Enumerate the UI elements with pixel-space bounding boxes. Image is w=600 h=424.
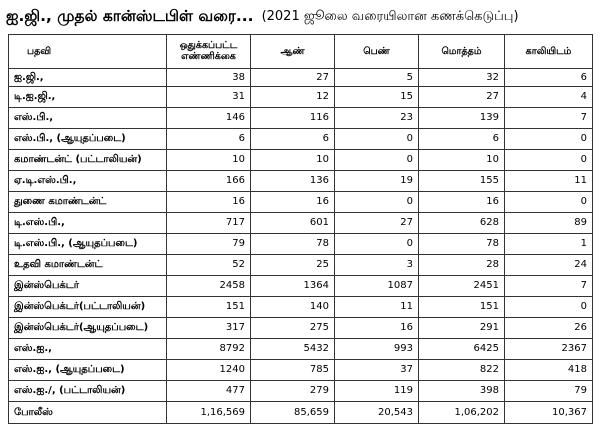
cell-rank: இன்ஸ்பெக்டர் xyxy=(9,276,167,297)
cell-rank: டி.ஐ.ஜி., xyxy=(9,87,167,108)
cell-total: 151 xyxy=(419,297,505,318)
page-title: ஐ.ஜி., முதல் கான்ஸ்டபிள் வரை... xyxy=(6,7,254,25)
cell-rank: டி.எஸ்.பி., xyxy=(9,213,167,234)
cell-vacancy: 0 xyxy=(505,297,593,318)
cell-vacancy: 26 xyxy=(505,318,593,339)
cell-male: 78 xyxy=(251,234,335,255)
table-row xyxy=(9,192,593,213)
cell-total: 2451 xyxy=(419,276,505,297)
cell-sanctioned: 146 xyxy=(167,108,251,129)
cell-sanctioned: 1240 xyxy=(167,360,251,381)
cell-rank: எஸ்.ஐ., (ஆயுதப்படை) xyxy=(9,360,167,381)
cell-vacancy: 418 xyxy=(505,360,593,381)
cell-sanctioned: 16 xyxy=(167,192,251,213)
cell-rank: எஸ்.பி., (ஆயுதப்படை) xyxy=(9,129,167,150)
cell-total: 6425 xyxy=(419,339,505,360)
cell-vacancy: 24 xyxy=(505,255,593,276)
cell-total: 291 xyxy=(419,318,505,339)
cell-male: 136 xyxy=(251,171,335,192)
table-row xyxy=(9,150,593,171)
cell-female: 1087 xyxy=(335,276,419,297)
cell-sanctioned: 10 xyxy=(167,150,251,171)
cell-rank: போலீஸ் xyxy=(9,402,167,424)
cell-female: 3 xyxy=(335,255,419,276)
cell-total: 32 xyxy=(419,69,505,87)
cell-sanctioned: 8792 xyxy=(167,339,251,360)
cell-female: 23 xyxy=(335,108,419,129)
cell-total: 155 xyxy=(419,171,505,192)
table-row xyxy=(9,213,593,234)
cell-total: 28 xyxy=(419,255,505,276)
table-row xyxy=(9,297,593,318)
cell-female: 15 xyxy=(335,87,419,108)
cell-rank: ஏ.டி.எஸ்.பி., xyxy=(9,171,167,192)
cell-rank: எஸ்.ஐ., xyxy=(9,339,167,360)
cell-male: 12 xyxy=(251,87,335,108)
cell-sanctioned: 2458 xyxy=(167,276,251,297)
table-row xyxy=(9,318,593,339)
cell-female: 27 xyxy=(335,213,419,234)
cell-female: 0 xyxy=(335,192,419,213)
police-strength-table xyxy=(8,34,593,424)
table-row xyxy=(9,339,593,360)
cell-vacancy: 6 xyxy=(505,69,593,87)
cell-vacancy: 7 xyxy=(505,276,593,297)
cell-total: 822 xyxy=(419,360,505,381)
table-row xyxy=(9,234,593,255)
cell-rank: ஐ.ஜி., xyxy=(9,69,167,87)
cell-sanctioned: 31 xyxy=(167,87,251,108)
table-row xyxy=(9,381,593,402)
table-row xyxy=(9,69,593,87)
table-row xyxy=(9,108,593,129)
cell-vacancy: 4 xyxy=(505,87,593,108)
cell-sanctioned: 477 xyxy=(167,381,251,402)
cell-sanctioned: 6 xyxy=(167,129,251,150)
cell-vacancy: 0 xyxy=(505,129,593,150)
cell-total: 78 xyxy=(419,234,505,255)
table-header-row xyxy=(9,35,593,69)
cell-male: 601 xyxy=(251,213,335,234)
cell-female: 19 xyxy=(335,171,419,192)
cell-male: 5432 xyxy=(251,339,335,360)
cell-male: 275 xyxy=(251,318,335,339)
cell-sanctioned: 1,16,569 xyxy=(167,402,251,424)
cell-rank: கமாண்டன்ட் (பட்டாலியன்) xyxy=(9,150,167,171)
cell-male: 27 xyxy=(251,69,335,87)
cell-vacancy: 2367 xyxy=(505,339,593,360)
cell-vacancy: 7 xyxy=(505,108,593,129)
cell-total: 398 xyxy=(419,381,505,402)
cell-vacancy: 89 xyxy=(505,213,593,234)
table-row xyxy=(9,255,593,276)
cell-male: 25 xyxy=(251,255,335,276)
header-sanctioned: ஒதுக்கப்பட்ட எண்ணிக்கை xyxy=(167,35,251,69)
header-rank: பதவி xyxy=(9,35,167,69)
cell-female: 5 xyxy=(335,69,419,87)
cell-rank: உதவி கமாண்டன்ட் xyxy=(9,255,167,276)
title-bar xyxy=(6,4,596,30)
cell-sanctioned: 166 xyxy=(167,171,251,192)
cell-female: 37 xyxy=(335,360,419,381)
cell-total: 16 xyxy=(419,192,505,213)
header-female: பெண் xyxy=(335,35,419,69)
cell-male: 16 xyxy=(251,192,335,213)
cell-total: 139 xyxy=(419,108,505,129)
cell-female: 20,543 xyxy=(335,402,419,424)
cell-sanctioned: 79 xyxy=(167,234,251,255)
table-row xyxy=(9,360,593,381)
cell-male: 140 xyxy=(251,297,335,318)
cell-total: 27 xyxy=(419,87,505,108)
cell-rank: இன்ஸ்பெக்டர்(ஆயுதப்படை) xyxy=(9,318,167,339)
cell-vacancy: 0 xyxy=(505,150,593,171)
cell-vacancy: 79 xyxy=(505,381,593,402)
cell-sanctioned: 317 xyxy=(167,318,251,339)
table-row xyxy=(9,171,593,192)
cell-rank: துணை கமாண்டன்ட் xyxy=(9,192,167,213)
cell-total: 10 xyxy=(419,150,505,171)
cell-sanctioned: 52 xyxy=(167,255,251,276)
cell-female: 11 xyxy=(335,297,419,318)
cell-female: 0 xyxy=(335,129,419,150)
header-vacancy: காலியிடம் xyxy=(505,35,593,69)
cell-female: 993 xyxy=(335,339,419,360)
cell-male: 116 xyxy=(251,108,335,129)
cell-male: 279 xyxy=(251,381,335,402)
cell-rank: எஸ்.பி., xyxy=(9,108,167,129)
header-male: ஆண் xyxy=(251,35,335,69)
table-row xyxy=(9,276,593,297)
page-subtitle: (2021 ஜூலை வரையிலான கணக்கெடுப்பு) xyxy=(261,9,519,24)
cell-sanctioned: 717 xyxy=(167,213,251,234)
table-row xyxy=(9,129,593,150)
cell-male: 85,659 xyxy=(251,402,335,424)
table-row xyxy=(9,87,593,108)
cell-rank: டி.எஸ்.பி., (ஆயுதப்படை) xyxy=(9,234,167,255)
cell-rank: இன்ஸ்பெக்டர்(பட்டாலியன்) xyxy=(9,297,167,318)
cell-female: 0 xyxy=(335,234,419,255)
cell-vacancy: 1 xyxy=(505,234,593,255)
cell-female: 16 xyxy=(335,318,419,339)
cell-female: 0 xyxy=(335,150,419,171)
cell-male: 6 xyxy=(251,129,335,150)
cell-female: 119 xyxy=(335,381,419,402)
cell-male: 785 xyxy=(251,360,335,381)
cell-total: 6 xyxy=(419,129,505,150)
cell-male: 10 xyxy=(251,150,335,171)
cell-sanctioned: 38 xyxy=(167,69,251,87)
cell-male: 1364 xyxy=(251,276,335,297)
cell-vacancy: 11 xyxy=(505,171,593,192)
cell-total: 628 xyxy=(419,213,505,234)
cell-rank: எஸ்.ஐ./, (பட்டாலியன்) xyxy=(9,381,167,402)
cell-vacancy: 0 xyxy=(505,192,593,213)
table-body xyxy=(9,69,593,424)
cell-vacancy: 10,367 xyxy=(505,402,593,424)
cell-total: 1,06,202 xyxy=(419,402,505,424)
cell-sanctioned: 151 xyxy=(167,297,251,318)
header-total: மொத்தம் xyxy=(419,35,505,69)
